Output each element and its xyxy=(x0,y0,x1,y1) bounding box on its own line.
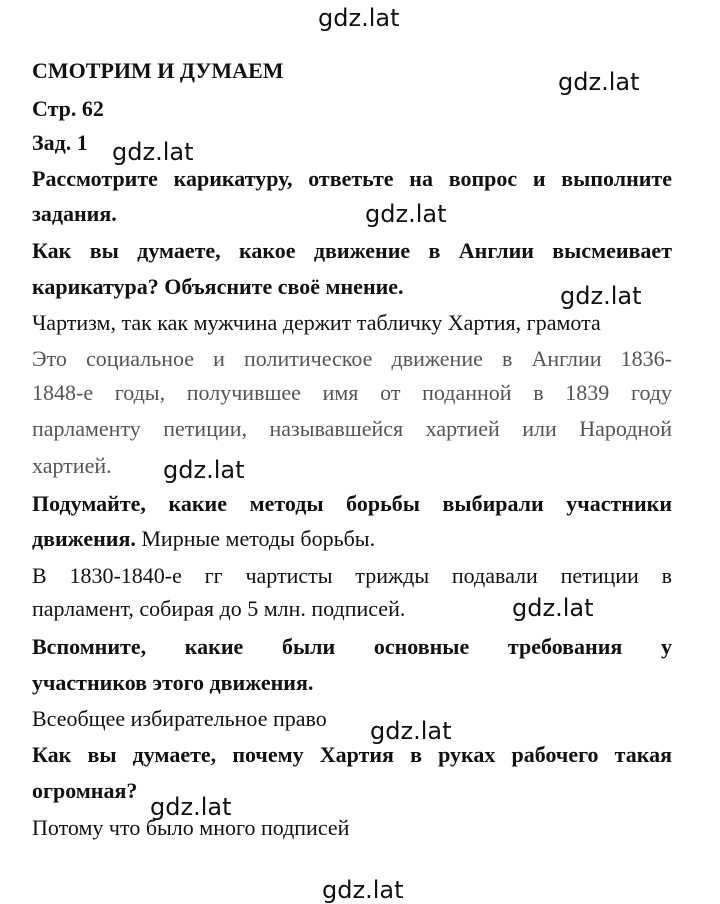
watermark: gdz.lat xyxy=(112,138,194,166)
section-heading: СМОТРИМ И ДУМАЕМ xyxy=(32,58,284,83)
question-3-line-2 xyxy=(32,528,375,550)
question-5-line-1: Как вы думаете, почему Хартия в руках рабочего такая xyxy=(32,742,672,767)
answer-2-line-4: парламенту петиции, называвшейся хартией или Народной xyxy=(32,416,672,441)
watermark: gdz.lat xyxy=(558,68,640,96)
question-4-line-1: Вспомните, какие были основные требования у xyxy=(32,634,672,659)
page-reference: Стр. 62 xyxy=(32,96,104,121)
answer-2-line-5: хартией. xyxy=(32,453,112,478)
question-1-line-2: задания. xyxy=(32,201,117,226)
answer-2-line-2: Это социальное и политическое движение в Англии 1836- xyxy=(32,346,672,371)
question-2-line-1: Как вы думаете, какое движение в Англии высмеивает xyxy=(32,238,672,263)
question-4-line-2: участников этого движения. xyxy=(32,670,314,695)
answer-3-line-2: парламент, собирая до 5 млн. подписей. xyxy=(32,596,406,621)
watermark-bottom: gdz.lat xyxy=(322,876,404,904)
answer-4-line-1: Всеобщее избирательное право xyxy=(32,706,327,731)
watermark: gdz.lat xyxy=(512,594,594,622)
question-2-line-2: карикатура? Объясните своё мнение. xyxy=(32,274,404,299)
watermark-top: gdz.lat xyxy=(318,4,400,32)
question-1-line-1: Рассмотрите карикатуру, ответьте на вопрос и выполните xyxy=(32,166,672,191)
question-3-line-1: Подумайте, какие методы борьбы выбирали участники xyxy=(32,491,672,516)
question-5-line-2: огромная? xyxy=(32,778,138,803)
answer-2-line-1: Чартизм, так как мужчина держит табличку Хартия, грамота xyxy=(32,310,601,335)
answer-5-line-1: Потому что было много подписей xyxy=(32,815,350,840)
watermark: gdz.lat xyxy=(370,717,452,745)
answer-2-line-3: 1848-е годы, получившее имя от поданной в 1839 году xyxy=(32,380,672,405)
task-number: Зад. 1 xyxy=(32,130,88,155)
watermark: gdz.lat xyxy=(150,793,232,821)
watermark: gdz.lat xyxy=(163,456,245,484)
answer-3-line-1: В 1830-1840-е гг чартисты трижды подавали петиции в xyxy=(32,563,672,588)
answer-3-inline: Мирные методы борьбы. xyxy=(135,526,376,551)
watermark: gdz.lat xyxy=(560,282,642,310)
watermark: gdz.lat xyxy=(365,200,447,228)
question-3-line-2-text: движения. xyxy=(32,526,136,551)
